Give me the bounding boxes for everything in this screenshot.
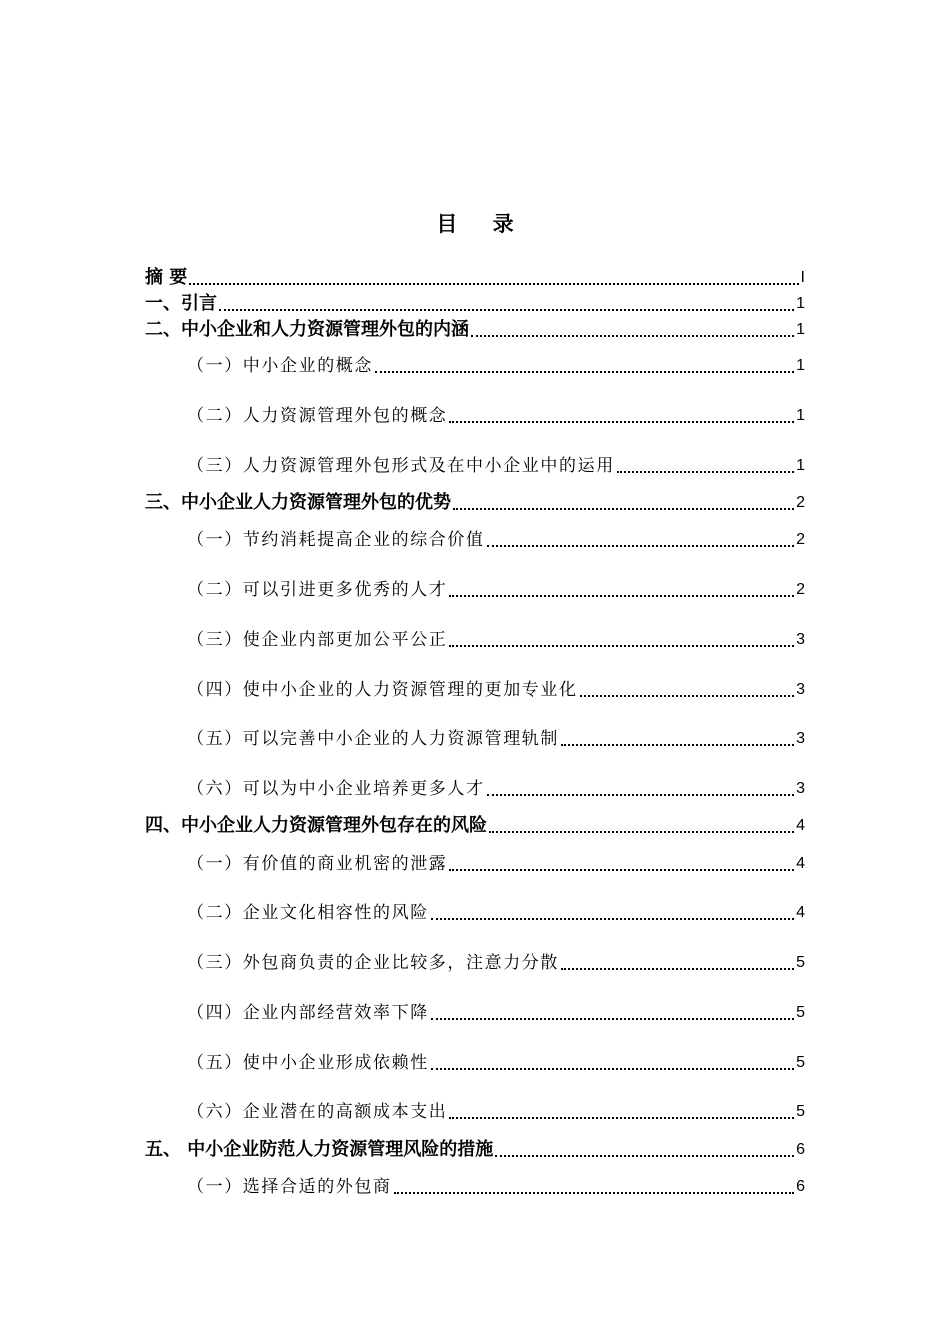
toc-entry-page: 1: [796, 295, 805, 312]
toc-entry-page: 2: [796, 581, 805, 598]
toc-entry-page: 2: [796, 494, 805, 511]
toc-entry-label: （一）选择合适的外包商: [187, 1177, 392, 1197]
toc-entry-page: 3: [796, 681, 805, 698]
toc-entry-label: （一）有价值的商业机密的泄露: [187, 854, 448, 874]
toc-entry-subsection[interactable]: [187, 1049, 805, 1075]
toc-entry-label: 三、中小企业人力资源管理外包的优势: [145, 492, 451, 513]
toc-entry-section-3[interactable]: [145, 489, 805, 515]
toc-entry-page: 3: [796, 730, 805, 747]
toc-entry-subsection[interactable]: [187, 999, 805, 1025]
toc-entry-page: 5: [796, 954, 805, 971]
dot-leader: [449, 869, 794, 871]
dot-leader: [449, 645, 794, 647]
dot-leader: [580, 695, 794, 697]
dot-leader: [219, 309, 794, 311]
toc-entry-page: I: [800, 269, 805, 286]
toc-entry-label: （五）使中小企业形成依赖性: [187, 1053, 429, 1073]
toc-entry-label: （四）使中小企业的人力资源管理的更加专业化: [187, 680, 578, 700]
toc-entry-section-2[interactable]: [145, 316, 805, 342]
toc-entry-subsection[interactable]: [187, 899, 805, 925]
toc-entry-subsection[interactable]: [187, 576, 805, 602]
toc-entry-page: 4: [796, 855, 805, 872]
toc-entry-page: 1: [796, 321, 805, 338]
toc-entry-subsection[interactable]: [187, 1173, 805, 1199]
toc-entry-section-1[interactable]: [145, 290, 805, 316]
toc-entry-page: 1: [796, 407, 805, 424]
dot-leader: [487, 545, 794, 547]
toc-entry-label: （四）企业内部经营效率下降: [187, 1003, 429, 1023]
toc-entry-label: （二）企业文化相容性的风险: [187, 903, 429, 923]
toc-entry-subsection[interactable]: [187, 949, 805, 975]
toc-entry-subsection[interactable]: [187, 1098, 805, 1124]
toc-entry-subsection[interactable]: [187, 775, 805, 801]
dot-leader: [471, 335, 794, 337]
dot-leader: [449, 421, 794, 423]
toc-entry-section-5[interactable]: [145, 1136, 805, 1162]
dot-leader: [453, 508, 794, 510]
toc-entry-label: 二、中小企业和人力资源管理外包的内涵: [145, 319, 469, 340]
dot-leader: [487, 794, 794, 796]
dot-leader: [495, 1155, 794, 1157]
toc-entry-label: 一、引言: [145, 293, 217, 314]
toc-entry-subsection[interactable]: [187, 526, 805, 552]
dot-leader: [375, 371, 794, 373]
toc-entry-subsection[interactable]: [187, 626, 805, 652]
dot-leader: [449, 1117, 794, 1119]
toc-entry-subsection[interactable]: [187, 676, 805, 702]
toc-entry-label: 摘 要: [145, 267, 188, 288]
toc-entry-label: （三）使企业内部更加公平公正: [187, 630, 448, 650]
dot-leader: [189, 283, 798, 285]
dot-leader: [561, 968, 794, 970]
toc-entry-page: 4: [796, 904, 805, 921]
dot-leader: [431, 918, 794, 920]
dot-leader: [394, 1192, 794, 1194]
toc-entry-label: 五、 中小企业防范人力资源管理风险的措施: [145, 1139, 494, 1160]
toc-entry-label: 四、中小企业人力资源管理外包存在的风险: [145, 815, 487, 836]
toc-entry-subsection[interactable]: [187, 452, 805, 478]
toc-entry-page: 5: [796, 1103, 805, 1120]
toc-entry-page: 3: [796, 631, 805, 648]
toc-entry-label: （一）中小企业的概念: [187, 356, 373, 376]
dot-leader: [617, 471, 794, 473]
dot-leader: [489, 831, 794, 833]
toc-entry-page: 5: [796, 1004, 805, 1021]
dot-leader: [431, 1018, 794, 1020]
toc-entry-page: 1: [796, 357, 805, 374]
toc-entry-page: 6: [796, 1141, 805, 1158]
toc-entry-subsection[interactable]: [187, 352, 805, 378]
toc-entry-page: 3: [796, 780, 805, 797]
toc-entry-page: 4: [796, 817, 805, 834]
toc-entry-page: 2: [796, 531, 805, 548]
toc-title: 目 录: [436, 212, 528, 236]
toc-entry-label: （三）人力资源管理外包形式及在中小企业中的运用: [187, 456, 615, 476]
toc-entry-subsection[interactable]: [187, 725, 805, 751]
toc-entry-page: 1: [796, 457, 805, 474]
toc-entry-label: （五）可以完善中小企业的人力资源管理轨制: [187, 729, 559, 749]
toc-entry-subsection[interactable]: [187, 402, 805, 428]
toc-entry-section-4[interactable]: [145, 812, 805, 838]
toc-entry-subsection[interactable]: [187, 850, 805, 876]
toc-entry-label: （二）人力资源管理外包的概念: [187, 406, 448, 426]
toc-entry-label: （六）企业潜在的高额成本支出: [187, 1102, 448, 1122]
dot-leader: [561, 744, 794, 746]
toc-entry-label: （六）可以为中小企业培养更多人才: [187, 779, 485, 799]
dot-leader: [431, 1068, 794, 1070]
toc-entry-label: （二）可以引进更多优秀的人才: [187, 580, 448, 600]
toc-entry-abstract[interactable]: [145, 264, 805, 290]
dot-leader: [449, 595, 794, 597]
toc-entry-page: 6: [796, 1178, 805, 1195]
toc-entry-label: （一）节约消耗提高企业的综合价值: [187, 530, 485, 550]
toc-entry-label: （三）外包商负责的企业比较多，注意力分散: [187, 953, 559, 973]
toc-entry-page: 5: [796, 1054, 805, 1071]
